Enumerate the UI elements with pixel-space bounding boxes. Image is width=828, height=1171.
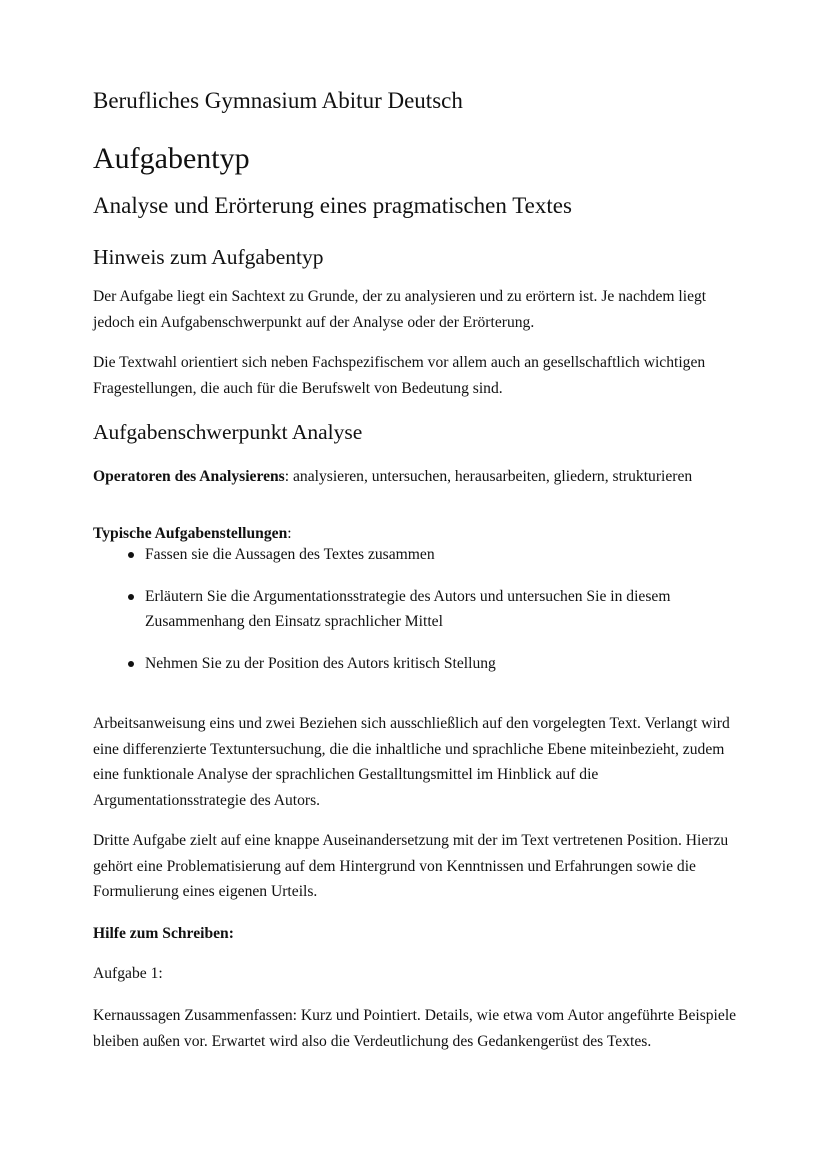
task-list (93, 542, 733, 693)
hinweis-paragraph-2: Die Textwahl orientiert sich neben Fachspezifischem vor allem auch an gesellschaftlich wichtigen Fragestellungen, die auch für die Berufswelt von Bedeutung sind. (93, 354, 706, 397)
operators-paragraph (93, 467, 743, 486)
bullet-icon (128, 552, 134, 558)
operators-text: : analysieren, untersuchen, herausarbeiten, gliedern, strukturieren (284, 468, 693, 485)
task-text: Erläutern Sie die Argumentationsstrategie des Autors und untersuchen Sie in diesem Zusammenhang den Einsatz sprachlicher Mittel (145, 588, 671, 630)
task1-label: Aufgabe 1: (93, 965, 163, 982)
school-header: Berufliches Gymnasium Abitur Deutsch (93, 88, 463, 113)
tasks-colon: : (287, 525, 292, 542)
task-text: Fassen sie die Aussagen des Textes zusammen (145, 546, 435, 563)
hilfe-heading: Hilfe zum Schreiben: (93, 925, 234, 942)
task-text: Nehmen Sie zu der Position des Autors kritisch Stellung (145, 655, 496, 672)
list-item (93, 542, 733, 567)
analyse-paragraph-2: Dritte Aufgabe zielt auf eine knappe Auseinandersetzung mit der im Text vertretenen Position. Hierzu gehört eine Problematisierung auf dem Hintergrund von Kenntnissen und Erfahrungen sowie die Formulierung eines eigenen Urteils. (93, 832, 729, 900)
bullet-icon (128, 594, 134, 600)
list-item (93, 584, 733, 634)
page-subtitle: Analyse und Erörterung eines pragmatischen Textes (93, 193, 572, 218)
task1-paragraph: Kernaussagen Zusammenfassen: Kurz und Pointiert. Details, wie etwa vom Autor angeführte Beispiele bleiben außen vor. Erwartet wird also die Verdeutlichung des Gedankengerüst des Textes. (93, 1007, 737, 1050)
tasks-label: Typische Aufgabenstellungen (93, 525, 288, 542)
tasks-heading (93, 524, 743, 543)
hinweis-heading: Hinweis zum Aufgabentyp (93, 245, 324, 269)
list-item (93, 651, 733, 676)
hinweis-paragraph-1: Der Aufgabe liegt ein Sachtext zu Grunde, der zu analysieren und zu erörtern ist. Je nachdem liegt jedoch ein Aufgabenschwerpunkt auf der Analyse oder der Erörterung. (93, 288, 707, 331)
analyse-paragraph-1: Arbeitsanweisung eins und zwei Beziehen sich ausschließlich auf den vorgelegten Text. Verlangt wird eine differenzierte Textuntersuchung, die die inhaltliche und sprachliche Ebene miteinbezieht, zudem eine funktionale Analyse der sprachlichen Gestalltungsmittel im Hinblick auf die Argumentationsstrategie des Autors. (93, 715, 730, 809)
analyse-heading: Aufgabenschwerpunkt Analyse (93, 420, 363, 444)
page-title: Aufgabentyp (93, 142, 250, 175)
bullet-icon (128, 661, 134, 667)
operators-label: Operatoren des Analysierens (93, 468, 285, 485)
